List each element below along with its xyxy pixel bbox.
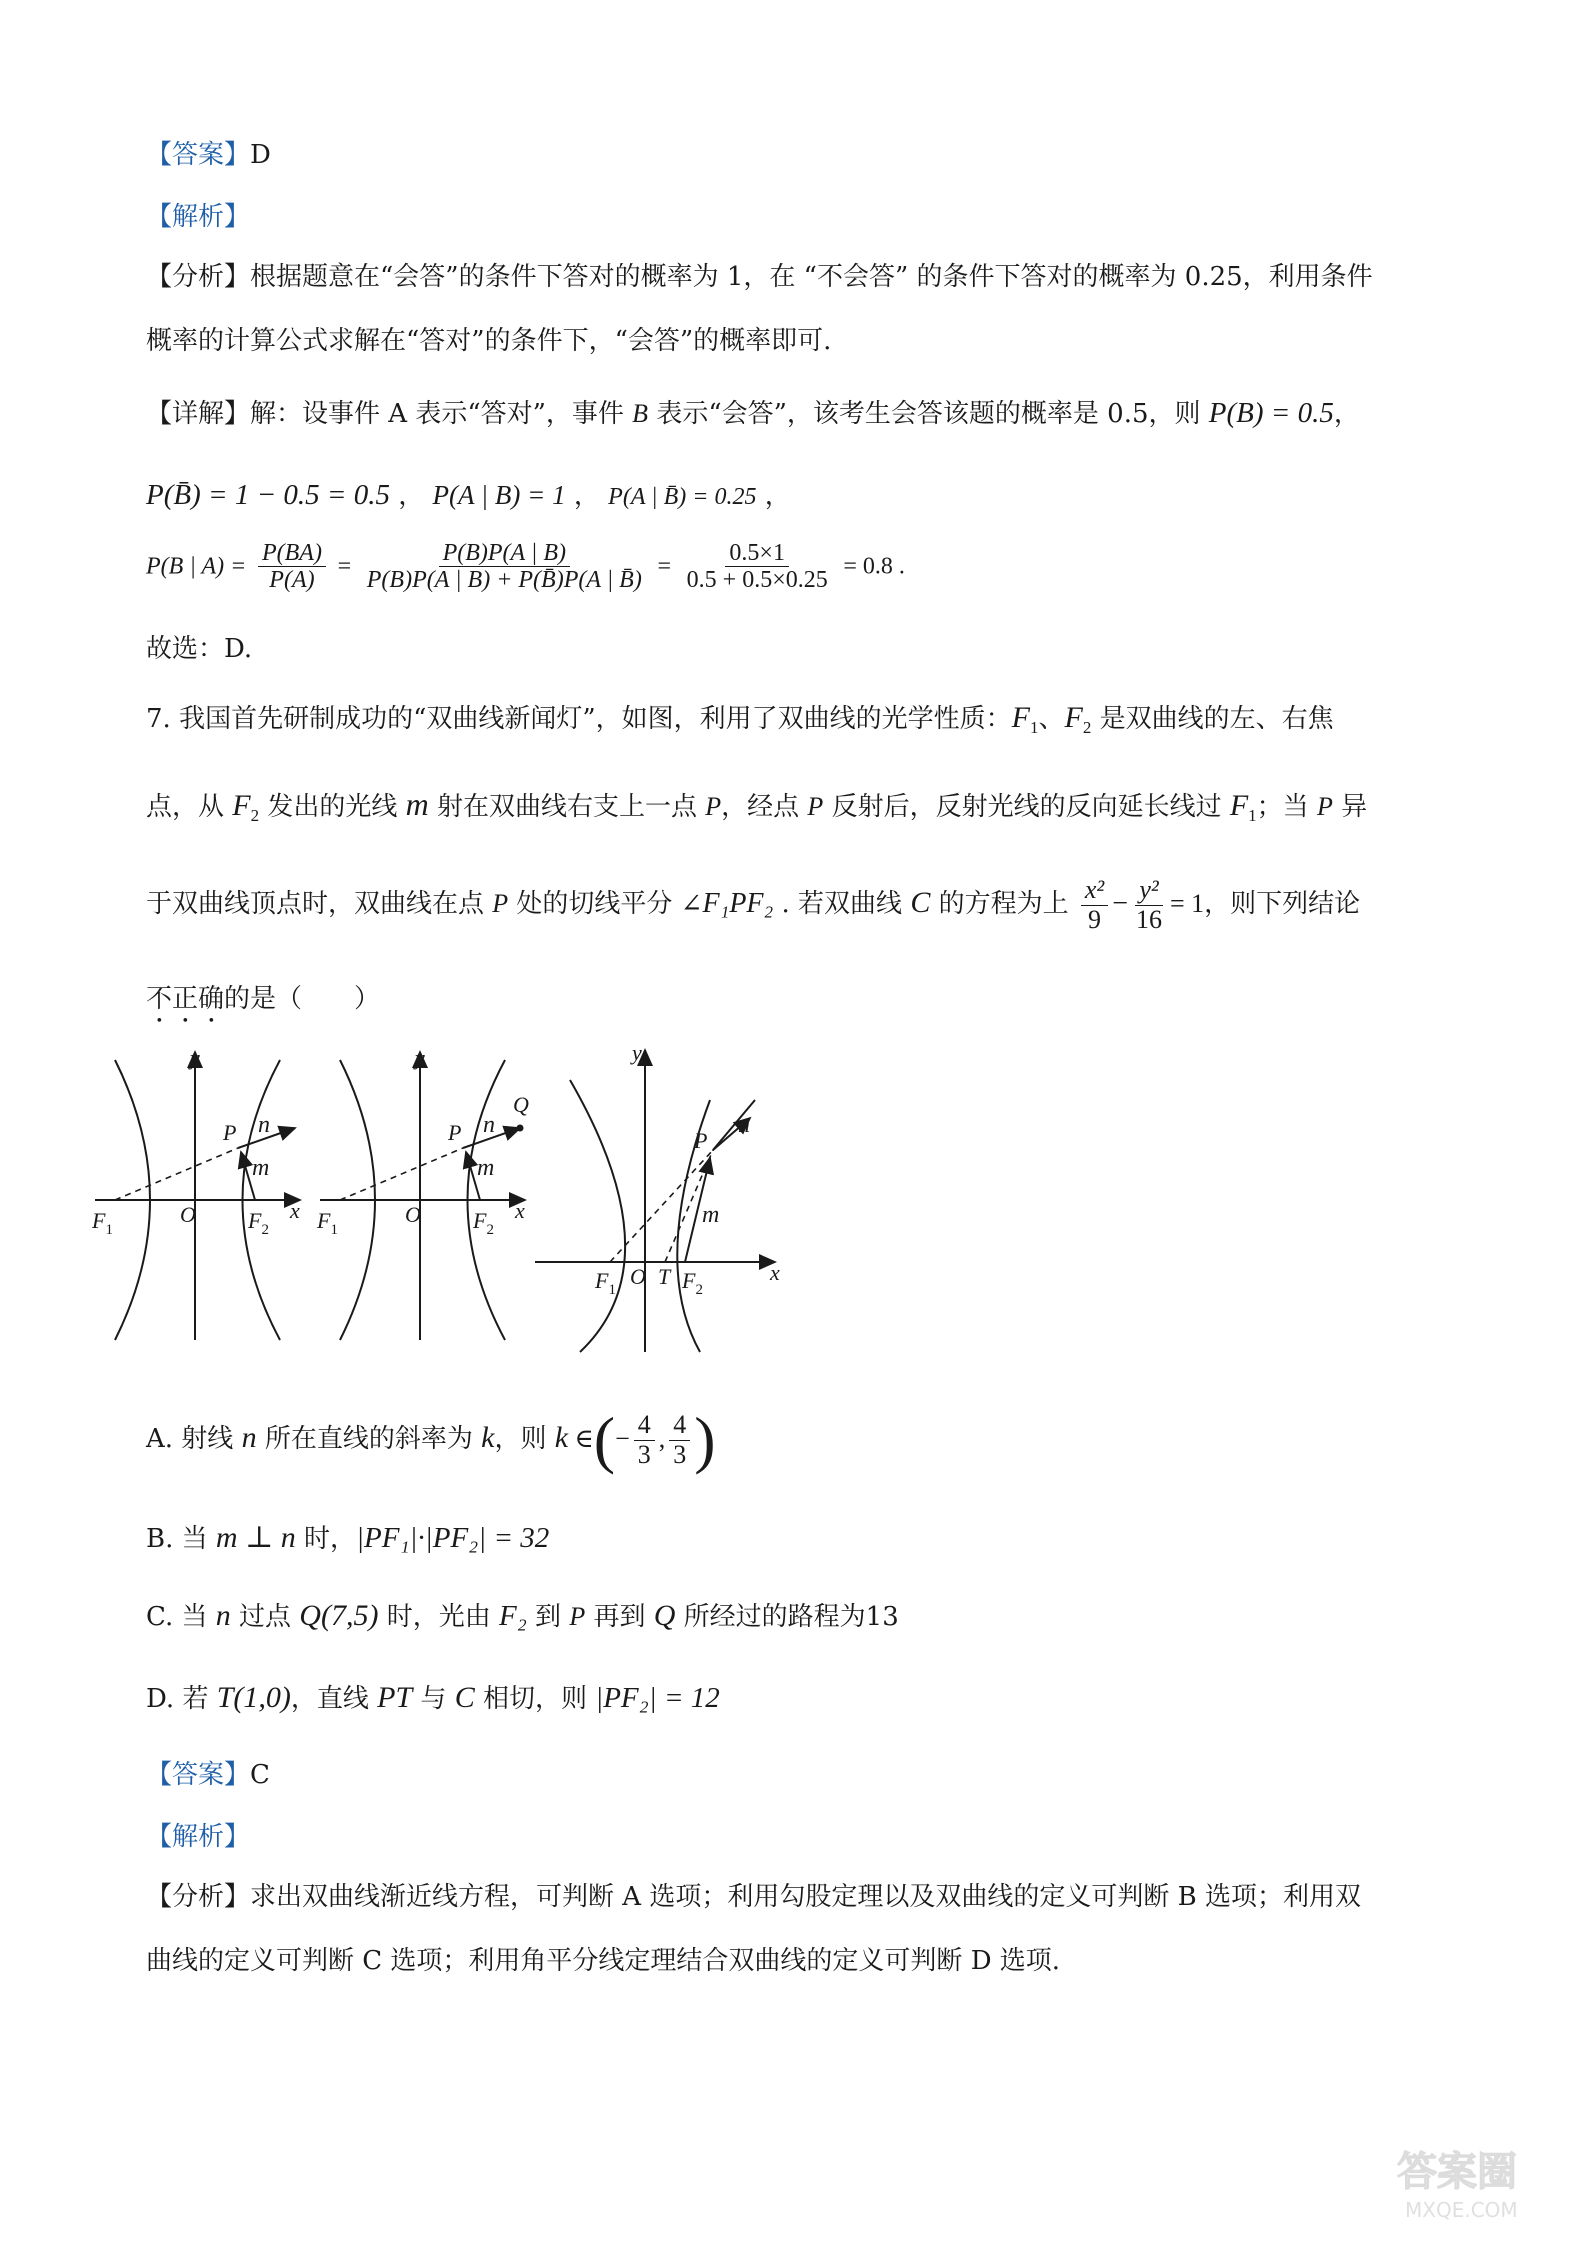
eq1-c: P(A | B̄) = 0.25 bbox=[608, 484, 757, 510]
label-p: P bbox=[448, 1120, 462, 1145]
t: 射在双曲线右支上一点 bbox=[428, 792, 706, 822]
figure-svg bbox=[92, 1040, 1060, 1360]
hyperbola-figures bbox=[92, 1040, 1060, 1360]
eq2-frac1: $\frac{P(BA)}{P(A)}$ bbox=[258, 540, 326, 594]
label-t: T bbox=[658, 1264, 671, 1289]
eq2-result: = 0.8 . bbox=[843, 553, 905, 580]
t: C. 当 bbox=[146, 1602, 216, 1632]
label-x-3: x bbox=[770, 1260, 780, 1285]
watermark-top: 答案圈 bbox=[1397, 2149, 1517, 2195]
q7-stem-line2 bbox=[146, 785, 1367, 827]
fenxi-text-1: 根据题意在“会答”的条件下答对的概率为 1，在 “不会答” 的条件下答对的概率为 0.25，利用条件 bbox=[250, 262, 1373, 292]
t: = 1，则下列结论 bbox=[1170, 889, 1361, 919]
label-p-3: P bbox=[694, 1128, 708, 1153]
eq2-frac3: $\frac{0.5\times 1}{0.5 + 0.5\times 0.25}$ bbox=[686, 540, 828, 594]
eq2-lhs: P(B | A) = bbox=[146, 553, 247, 580]
label-n: n bbox=[483, 1112, 495, 1138]
q7-fenxi-line1 bbox=[146, 1882, 1361, 1913]
option-b bbox=[146, 1520, 549, 1556]
stem-text: 7. 我国首先研制成功的“双曲线新闻灯”，如图，利用了双曲线的光学性质： bbox=[146, 704, 1012, 734]
t: 到 bbox=[526, 1602, 570, 1632]
t: 时， bbox=[295, 1524, 357, 1554]
m: m bbox=[405, 786, 429, 822]
detail-text-2: 表示“会答”，该考生会答该题的概率是 0.5，则 bbox=[648, 399, 1209, 429]
fenxi-tag: 【分析】 bbox=[146, 262, 251, 292]
t: 发出的光线 bbox=[259, 792, 406, 822]
label-n-3: n bbox=[738, 1112, 750, 1138]
answer-tag: 【答案】 bbox=[146, 140, 251, 170]
t: 过点 bbox=[230, 1602, 300, 1632]
label-p: P bbox=[223, 1120, 237, 1145]
label-q: Q bbox=[513, 1092, 529, 1117]
t: A. 射线 bbox=[146, 1424, 242, 1454]
m: n bbox=[241, 1421, 257, 1454]
label-origin: O bbox=[180, 1202, 196, 1227]
frac-x: $\frac{\text{x²}}{9}$ bbox=[1081, 876, 1108, 934]
point-q bbox=[517, 1125, 524, 1132]
label-y: y bbox=[415, 1045, 425, 1070]
m: |PF₂| = 12 bbox=[595, 1682, 720, 1714]
m: P bbox=[1316, 792, 1333, 821]
label-y: y bbox=[190, 1045, 200, 1070]
detail-text: 解：设事件 A 表示“答对”，事件 bbox=[250, 399, 633, 429]
t: 异 bbox=[1332, 792, 1368, 822]
t: 处的切线平分 ∠ bbox=[508, 889, 703, 920]
m: P bbox=[807, 792, 824, 821]
q6-fenxi-line2 bbox=[146, 326, 831, 357]
m: F bbox=[1229, 789, 1249, 822]
label-x: x bbox=[290, 1198, 300, 1223]
t: 所经过的路程为13 bbox=[675, 1602, 899, 1632]
m: |PF₁|·|PF₂| = 32 bbox=[356, 1522, 550, 1554]
q6-answer-line bbox=[146, 140, 271, 171]
m: Q(7,5) bbox=[299, 1599, 379, 1632]
eq1-a: P(B̄) = 1 − 0.5 = 0.5 bbox=[146, 479, 390, 511]
t: ∈ bbox=[568, 1424, 594, 1453]
m: C bbox=[454, 1681, 475, 1714]
t: 反射后，反射光线的反向延长线过 bbox=[823, 792, 1230, 822]
analysis-tag: 【解析】 bbox=[146, 202, 251, 232]
m: F₂ bbox=[498, 1600, 527, 1632]
stem-sub: 1 bbox=[1029, 718, 1039, 738]
q7-fenxi-line2 bbox=[146, 1946, 1060, 1977]
stem-f: F bbox=[1011, 701, 1030, 734]
q6-eq1-line: P(B̄) = 1 − 0.5 = 0.5 ， P(A | B) = 1 ， P(A | B̄) = 0.25 ， bbox=[146, 479, 791, 511]
m: PT bbox=[377, 1681, 413, 1714]
detail-tag: 【详解】 bbox=[146, 399, 251, 429]
m: k bbox=[481, 1421, 495, 1454]
m: C bbox=[910, 886, 931, 920]
t: 的方程为上 bbox=[930, 889, 1069, 920]
option-a: A. 射线 n 所在直线的斜率为 k，则 k ∈(− $\frac{4}{3}$ , $\frac{4}{3}$ ) bbox=[146, 1404, 716, 1475]
m: F₁PF₂ bbox=[702, 888, 774, 920]
dashed-reflection-line bbox=[115, 1148, 238, 1200]
t: . 若双曲线 bbox=[773, 889, 911, 920]
t: ，经点 bbox=[721, 792, 808, 822]
label-x: x bbox=[515, 1198, 525, 1223]
t: 点，从 bbox=[146, 792, 233, 822]
q7-analysis-line bbox=[146, 1822, 250, 1853]
label-m: m bbox=[252, 1155, 270, 1181]
label-y-3: y bbox=[632, 1040, 642, 1065]
answer-value: C bbox=[250, 1760, 270, 1790]
t: ，则 bbox=[494, 1424, 555, 1454]
m: P bbox=[492, 889, 509, 919]
q6-eq2-line: P(B | A) = $\frac{P(BA)}{P(A)}$ = $\frac{P(B)P(A | B)}{P(B)P(A | B) + P(B̄)P(A | B̄)}$ = $\frac{0.5\times 1}{0.5 + 0.5\times 0.25}$ = 0.8 . bbox=[146, 540, 905, 594]
eq1-b: P(A | B) = 1 bbox=[432, 480, 566, 510]
m: Q bbox=[653, 1599, 676, 1632]
stem-text2: 是双曲线的左、右焦 bbox=[1091, 704, 1334, 734]
eq2-frac2: $\frac{P(B)P(A | B)}{P(B)P(A | B) + P(B̄)P(A | B̄)}$ bbox=[366, 540, 642, 594]
t: D. 若 bbox=[146, 1684, 217, 1714]
label-m: m bbox=[477, 1155, 495, 1181]
watermark-bottom: MXQE.COM bbox=[1405, 2198, 1518, 2222]
t: 所在直线的斜率为 bbox=[256, 1424, 482, 1454]
fenxi-text-2: 概率的计算公式求解在“答对”的条件下，“会答”的概率即可. bbox=[146, 326, 832, 356]
stem-sep: 、 bbox=[1038, 704, 1065, 734]
label-origin: O bbox=[405, 1202, 421, 1227]
answer-value: D bbox=[250, 140, 271, 170]
frac-a1: $\frac{4}{3}$ bbox=[634, 1411, 655, 1469]
label-f2: $F_2$ bbox=[248, 1208, 269, 1238]
m: F bbox=[232, 789, 251, 822]
label-f1: $F_1$ bbox=[317, 1208, 338, 1238]
q7-answer-line bbox=[146, 1760, 270, 1791]
fenxi-text-1: 求出双曲线渐近线方程，可判断 A 选项；利用勾股定理以及双曲线的定义可判断 B 选项；利用双 bbox=[250, 1882, 1361, 1912]
stem-f2: F bbox=[1064, 701, 1083, 734]
t: 于双曲线顶点时，双曲线在点 bbox=[146, 889, 493, 920]
t: 相切，则 bbox=[474, 1684, 596, 1714]
m: P bbox=[705, 792, 722, 821]
option-c bbox=[146, 1598, 899, 1634]
s: 2 bbox=[250, 806, 260, 826]
t: 再到 bbox=[585, 1602, 654, 1632]
m: n bbox=[215, 1599, 231, 1632]
q6-fenxi-line1 bbox=[146, 262, 1373, 293]
label-origin-3: O bbox=[630, 1264, 646, 1289]
fenxi-text-2: 曲线的定义可判断 C 选项；利用角平分线定理结合双曲线的定义可判断 D 选项. bbox=[146, 1946, 1061, 1976]
s: 1 bbox=[1248, 806, 1257, 826]
watermark-logo bbox=[1387, 2135, 1557, 2225]
frac-y: $\frac{\text{y²}}{16}$ bbox=[1136, 875, 1163, 934]
fenxi-tag: 【分析】 bbox=[146, 1882, 251, 1912]
m: m ⊥ n bbox=[215, 1521, 296, 1554]
m: P bbox=[569, 1602, 586, 1631]
emphasis-text: 不正确 bbox=[146, 984, 225, 1014]
frac-a2: $\frac{4}{3}$ bbox=[669, 1411, 690, 1469]
detail-math-b: B bbox=[632, 399, 649, 428]
label-m-3: m bbox=[702, 1202, 720, 1228]
t: ，直线 bbox=[290, 1684, 378, 1714]
option-d bbox=[146, 1680, 720, 1716]
q7-stem-line1 bbox=[146, 700, 1334, 739]
t: 时，光由 bbox=[378, 1602, 499, 1632]
label-f2-3: $F_2$ bbox=[682, 1268, 703, 1298]
answer-tag: 【答案】 bbox=[146, 1760, 251, 1790]
t: B. 当 bbox=[146, 1524, 216, 1554]
label-n: n bbox=[258, 1112, 270, 1138]
q6-analysis-line bbox=[146, 202, 250, 233]
label-f2: $F_2$ bbox=[473, 1208, 494, 1238]
q6-detail-line bbox=[146, 396, 1360, 431]
label-f1: $F_1$ bbox=[92, 1208, 113, 1238]
stem-sub2: 2 bbox=[1082, 718, 1092, 738]
q7-stem-line3: 于双曲线顶点时，双曲线在点 P 处的切线平分 ∠F₁PF₂ . 若双曲线 C 的方程为上 $\frac{\text{x²}}{9}$ − $\frac{\text{y²}}{16}$ = 1，则下列结论 bbox=[146, 875, 1361, 934]
detail-comma: ， bbox=[1333, 399, 1360, 429]
q7-stem-line4 bbox=[146, 984, 380, 1029]
t: ；当 bbox=[1256, 792, 1317, 822]
label-f1-3: $F_1$ bbox=[595, 1268, 616, 1298]
t: 与 bbox=[412, 1684, 455, 1714]
hyperbola-left-branch-3 bbox=[570, 1080, 625, 1352]
analysis-tag: 【解析】 bbox=[146, 1822, 251, 1852]
t: 的是（ ） bbox=[224, 984, 381, 1014]
m: T(1,0) bbox=[216, 1681, 291, 1714]
q6-choose-line bbox=[146, 634, 252, 665]
dashed-reflection-line bbox=[340, 1148, 463, 1200]
detail-math-pb: P(B) = 0.5 bbox=[1208, 397, 1334, 429]
choose-text: 故选：D. bbox=[146, 634, 253, 664]
m: k bbox=[554, 1421, 569, 1454]
